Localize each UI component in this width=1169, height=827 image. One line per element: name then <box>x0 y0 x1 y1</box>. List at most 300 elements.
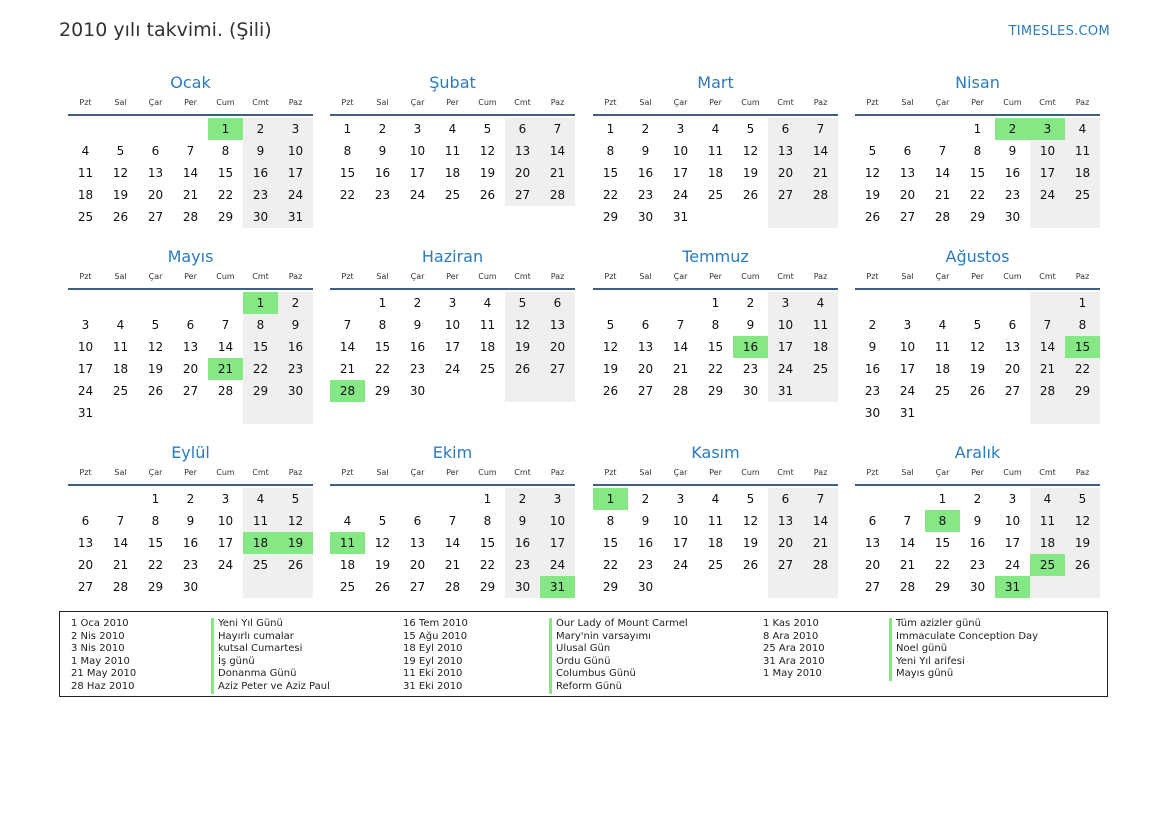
legend-holiday-name: Donanma Günü <box>218 668 297 680</box>
weekday-label: Cum <box>741 468 760 477</box>
empty-day-cell <box>1065 206 1100 228</box>
day-cell: 2 <box>186 492 195 506</box>
day-cell: 13 <box>768 140 803 162</box>
weekday-label: Cmt <box>252 272 269 281</box>
day-cell: 17 <box>672 166 689 180</box>
empty-day-cell <box>208 576 243 598</box>
day-cell: 12 <box>742 514 759 528</box>
weekday-label: Paz <box>550 98 565 107</box>
day-cell: 28 <box>899 580 916 594</box>
weekday-label: Pzt <box>866 272 879 281</box>
weekday-label: Çar <box>935 98 950 107</box>
day-cell: 1 <box>483 492 492 506</box>
weekday-label: Çar <box>673 468 688 477</box>
day-cell: 23 <box>637 188 654 202</box>
day-cell: 20 <box>147 188 164 202</box>
day-cell: 30 <box>742 384 759 398</box>
day-cell: 14 <box>182 166 199 180</box>
empty-day-cell <box>435 380 470 402</box>
month-block <box>593 442 838 598</box>
day-cell: 24 <box>444 362 461 376</box>
day-cell: 30 <box>278 380 313 402</box>
holiday-day-cell: 28 <box>330 380 365 402</box>
day-cell: 7 <box>1030 314 1065 336</box>
day-cell: 2 <box>641 492 650 506</box>
empty-day-cell <box>330 292 365 314</box>
legend-date: 11 Eki 2010 <box>403 668 463 680</box>
empty-day-cell <box>733 576 768 598</box>
day-cell: 24 <box>899 384 916 398</box>
empty-day-cell <box>995 292 1030 314</box>
month-block <box>68 442 313 598</box>
day-cell: 20 <box>768 532 803 554</box>
legend-dates-col-1 <box>71 618 136 694</box>
day-cell: 3 <box>676 122 685 136</box>
weekday-label: Per <box>971 468 984 477</box>
empty-day-cell <box>68 118 103 140</box>
empty-day-cell <box>68 292 103 314</box>
day-cell: 16 <box>409 340 426 354</box>
day-cell: 25 <box>339 580 356 594</box>
weekday-label: Cmt <box>514 272 531 281</box>
day-cell: 21 <box>672 362 689 376</box>
weekday-label: Cmt <box>777 272 794 281</box>
empty-day-cell <box>960 402 995 424</box>
day-cell: 13 <box>864 536 881 550</box>
empty-day-cell <box>278 576 313 598</box>
day-cell: 6 <box>413 514 422 528</box>
legend-date: 1 May 2010 <box>71 655 130 667</box>
empty-day-cell <box>138 402 173 424</box>
day-cell: 24 <box>217 558 234 572</box>
month-block <box>330 246 575 402</box>
weekday-label: Sal <box>114 272 127 281</box>
weekday-label: Cum <box>1003 468 1022 477</box>
day-cell: 19 <box>602 362 619 376</box>
day-cell: 7 <box>540 118 575 140</box>
day-grid <box>593 118 838 228</box>
weekday-label: Cmt <box>514 468 531 477</box>
day-cell: 10 <box>899 340 916 354</box>
month-block <box>330 442 575 598</box>
day-cell: 2 <box>278 292 313 314</box>
holiday-day-cell: 18 <box>243 532 278 554</box>
day-cell: 21 <box>339 362 356 376</box>
day-cell: 6 <box>151 144 160 158</box>
day-cell: 4 <box>483 296 492 310</box>
day-cell: 10 <box>768 314 803 336</box>
day-cell: 27 <box>899 210 916 224</box>
day-cell: 20 <box>637 362 654 376</box>
day-cell: 27 <box>77 580 94 594</box>
day-cell: 5 <box>973 318 982 332</box>
weekday-label: Pzt <box>341 468 354 477</box>
day-cell: 14 <box>934 166 951 180</box>
day-cell: 14 <box>803 140 838 162</box>
day-cell: 18 <box>339 558 356 572</box>
day-cell: 1 <box>938 492 947 506</box>
month-name: Şubat <box>429 73 476 92</box>
weekday-label: Çar <box>148 98 163 107</box>
empty-day-cell <box>173 292 208 314</box>
empty-day-cell <box>435 488 470 510</box>
legend-holiday-name: Immaculate Conception Day <box>896 630 1039 642</box>
day-cell: 13 <box>768 510 803 532</box>
weekday-label: Per <box>184 98 197 107</box>
day-cell: 21 <box>803 532 838 554</box>
day-cell: 5 <box>746 492 755 506</box>
day-cell: 21 <box>182 188 199 202</box>
weekday-label: Pzt <box>79 468 92 477</box>
month-name: Eylül <box>171 443 210 462</box>
day-cell: 9 <box>868 340 877 354</box>
day-cell: 25 <box>444 188 461 202</box>
empty-day-cell <box>890 488 925 510</box>
legend-date: 8 Ara 2010 <box>763 630 819 642</box>
day-cell: 13 <box>182 340 199 354</box>
site-brand-link[interactable]: TIMESLES.COM <box>1008 24 1110 39</box>
day-cell: 19 <box>505 336 540 358</box>
day-cell: 27 <box>505 184 540 206</box>
legend-date: 18 Eyl 2010 <box>403 643 463 655</box>
weekday-label: Per <box>709 468 722 477</box>
day-cell: 7 <box>221 318 230 332</box>
day-cell: 26 <box>112 210 129 224</box>
day-grid <box>330 118 575 206</box>
day-cell: 10 <box>1030 140 1065 162</box>
empty-day-cell <box>698 206 733 228</box>
weekday-label: Pzt <box>604 272 617 281</box>
day-cell: 30 <box>637 210 654 224</box>
day-cell: 11 <box>243 510 278 532</box>
month-name: Aralık <box>954 443 1001 462</box>
holiday-day-cell: 25 <box>1030 554 1065 576</box>
weekday-header <box>855 464 1100 486</box>
legend-holiday-name: Yeni Yıl Günü <box>218 618 283 629</box>
empty-day-cell <box>470 380 505 402</box>
empty-day-cell <box>925 118 960 140</box>
day-cell: 18 <box>1030 532 1065 554</box>
day-cell: 13 <box>77 536 94 550</box>
day-cell: 22 <box>969 188 986 202</box>
legend-dates-col-3 <box>763 618 825 681</box>
legend-date: 31 Ara 2010 <box>763 655 825 667</box>
day-cell: 30 <box>243 206 278 228</box>
holiday-day-cell: 21 <box>208 358 243 380</box>
weekday-label: Per <box>446 468 459 477</box>
day-cell: 30 <box>409 384 426 398</box>
empty-day-cell <box>540 380 575 402</box>
day-cell: 2 <box>243 118 278 140</box>
day-cell: 28 <box>444 580 461 594</box>
day-cell: 21 <box>934 188 951 202</box>
day-cell: 14 <box>1030 336 1065 358</box>
day-cell: 28 <box>112 580 129 594</box>
holiday-day-cell: 11 <box>330 532 365 554</box>
day-cell: 25 <box>1065 184 1100 206</box>
legend-date: 15 Ağu 2010 <box>403 630 468 642</box>
empty-day-cell <box>330 488 365 510</box>
legend-date: 21 May 2010 <box>71 668 137 680</box>
day-cell: 11 <box>77 166 94 180</box>
weekday-label: Cum <box>741 272 760 281</box>
day-cell: 5 <box>151 318 160 332</box>
day-cell: 13 <box>899 166 916 180</box>
day-cell: 21 <box>899 558 916 572</box>
weekday-label: Cum <box>216 98 235 107</box>
day-cell: 8 <box>606 514 615 528</box>
weekday-label: Cmt <box>252 468 269 477</box>
day-grid <box>68 292 313 424</box>
day-cell: 16 <box>505 532 540 554</box>
day-cell: 24 <box>1030 184 1065 206</box>
day-cell: 20 <box>899 188 916 202</box>
day-cell: 6 <box>903 144 912 158</box>
day-cell: 22 <box>602 558 619 572</box>
day-cell: 20 <box>540 336 575 358</box>
weekday-header <box>593 94 838 116</box>
holiday-legend <box>59 611 1108 697</box>
day-cell: 10 <box>77 340 94 354</box>
day-cell: 3 <box>768 292 803 314</box>
day-cell: 15 <box>479 536 496 550</box>
weekday-label: Paz <box>813 272 828 281</box>
day-cell: 11 <box>479 318 496 332</box>
day-cell: 29 <box>217 210 234 224</box>
empty-day-cell <box>278 402 313 424</box>
day-cell: 16 <box>182 536 199 550</box>
day-cell: 11 <box>934 340 951 354</box>
day-cell: 1 <box>606 122 615 136</box>
weekday-header <box>593 464 838 486</box>
day-cell: 12 <box>112 166 129 180</box>
day-cell: 28 <box>672 384 689 398</box>
legend-holiday-name: Columbus Günü <box>556 668 636 680</box>
legend-date: 3 Nis 2010 <box>71 643 125 655</box>
legend-date: 1 Oca 2010 <box>71 618 129 629</box>
day-cell: 30 <box>505 576 540 598</box>
weekday-label: Sal <box>376 98 389 107</box>
day-cell: 27 <box>147 210 164 224</box>
day-cell: 9 <box>746 318 755 332</box>
legend-holiday-name: Ulusal Gün <box>556 643 611 655</box>
day-cell: 4 <box>343 514 352 528</box>
day-cell: 26 <box>742 558 759 572</box>
weekday-label: Pzt <box>866 98 879 107</box>
day-cell: 6 <box>768 118 803 140</box>
month-name: Ağustos <box>945 247 1010 266</box>
day-cell: 26 <box>374 580 391 594</box>
day-cell: 11 <box>803 314 838 336</box>
day-cell: 14 <box>444 536 461 550</box>
weekday-header <box>330 268 575 290</box>
page-title: 2010 yılı takvimi. (Şili) <box>59 19 272 41</box>
day-cell: 23 <box>505 554 540 576</box>
day-cell: 8 <box>151 514 160 528</box>
legend-date: 19 Eyl 2010 <box>403 655 463 667</box>
weekday-label: Cum <box>478 272 497 281</box>
day-cell: 22 <box>479 558 496 572</box>
weekday-label: Cum <box>1003 98 1022 107</box>
day-cell: 19 <box>147 362 164 376</box>
day-cell: 9 <box>1008 144 1017 158</box>
weekday-label: Sal <box>639 98 652 107</box>
legend-holiday-name: Tüm azizler günü <box>896 618 981 629</box>
empty-day-cell <box>173 402 208 424</box>
day-cell: 12 <box>505 314 540 336</box>
day-cell: 4 <box>243 488 278 510</box>
day-cell: 17 <box>899 362 916 376</box>
day-cell: 26 <box>505 358 540 380</box>
day-cell: 10 <box>672 514 689 528</box>
weekday-label: Pzt <box>604 468 617 477</box>
weekday-label: Cmt <box>514 98 531 107</box>
weekday-label: Sal <box>901 272 914 281</box>
day-cell: 3 <box>540 488 575 510</box>
day-cell: 9 <box>378 144 387 158</box>
day-cell: 22 <box>374 362 391 376</box>
weekday-label: Per <box>971 272 984 281</box>
day-cell: 29 <box>934 580 951 594</box>
legend-holiday-name: Aziz Peter ve Aziz Paul <box>218 680 330 692</box>
day-cell: 13 <box>505 140 540 162</box>
day-cell: 18 <box>444 166 461 180</box>
day-cell: 19 <box>1065 532 1100 554</box>
day-cell: 15 <box>217 166 234 180</box>
day-cell: 2 <box>973 492 982 506</box>
month-block <box>593 72 838 228</box>
empty-day-cell <box>243 402 278 424</box>
day-cell: 6 <box>641 318 650 332</box>
day-cell: 27 <box>768 184 803 206</box>
day-cell: 29 <box>602 580 619 594</box>
holiday-day-cell: 8 <box>925 510 960 532</box>
day-cell: 7 <box>903 514 912 528</box>
month-name: Mayıs <box>167 247 214 266</box>
weekday-label: Sal <box>639 468 652 477</box>
month-name: Mart <box>697 73 734 92</box>
day-cell: 12 <box>278 510 313 532</box>
empty-day-cell <box>855 118 890 140</box>
day-grid <box>855 488 1100 598</box>
day-cell: 18 <box>77 188 94 202</box>
weekday-label: Sal <box>114 98 127 107</box>
day-cell: 16 <box>969 536 986 550</box>
day-cell: 27 <box>409 580 426 594</box>
day-cell: 20 <box>505 162 540 184</box>
empty-day-cell <box>855 488 890 510</box>
weekday-label: Pzt <box>341 272 354 281</box>
legend-date: 25 Ara 2010 <box>763 643 825 655</box>
day-cell: 18 <box>479 340 496 354</box>
day-cell: 2 <box>868 318 877 332</box>
weekday-label: Çar <box>410 272 425 281</box>
month-block <box>330 72 575 206</box>
weekday-label: Cmt <box>1039 272 1056 281</box>
empty-day-cell <box>1030 292 1065 314</box>
month-block <box>855 72 1100 228</box>
day-cell: 22 <box>217 188 234 202</box>
legend-holiday-name: İş günü <box>218 655 255 667</box>
day-cell: 30 <box>1004 210 1021 224</box>
day-cell: 22 <box>243 358 278 380</box>
weekday-header <box>330 464 575 486</box>
day-grid <box>330 488 575 598</box>
empty-day-cell <box>1030 206 1065 228</box>
day-cell: 13 <box>540 314 575 336</box>
weekday-label: Pzt <box>604 98 617 107</box>
day-cell: 11 <box>707 144 724 158</box>
day-cell: 22 <box>339 188 356 202</box>
day-cell: 23 <box>278 358 313 380</box>
day-cell: 1 <box>973 122 982 136</box>
day-cell: 24 <box>1004 558 1021 572</box>
day-cell: 15 <box>374 340 391 354</box>
day-cell: 8 <box>343 144 352 158</box>
empty-day-cell <box>400 488 435 510</box>
day-cell: 17 <box>409 166 426 180</box>
day-cell: 12 <box>147 340 164 354</box>
day-cell: 18 <box>112 362 129 376</box>
day-cell: 4 <box>711 122 720 136</box>
holiday-day-cell: 2 <box>995 118 1030 140</box>
day-cell: 3 <box>676 492 685 506</box>
day-cell: 7 <box>448 514 457 528</box>
day-cell: 2 <box>746 296 755 310</box>
day-cell: 21 <box>1030 358 1065 380</box>
weekday-label: Paz <box>288 468 303 477</box>
weekday-label: Sal <box>639 272 652 281</box>
day-cell: 7 <box>186 144 195 158</box>
day-cell: 8 <box>243 314 278 336</box>
day-cell: 5 <box>378 514 387 528</box>
month-block <box>855 246 1100 424</box>
weekday-label: Per <box>971 98 984 107</box>
month-name: Ocak <box>170 73 211 92</box>
day-cell: 8 <box>711 318 720 332</box>
day-cell: 14 <box>217 340 234 354</box>
day-cell: 25 <box>77 210 94 224</box>
weekday-label: Çar <box>410 98 425 107</box>
day-cell: 26 <box>864 210 881 224</box>
day-cell: 27 <box>864 580 881 594</box>
day-cell: 8 <box>606 144 615 158</box>
empty-day-cell <box>768 206 803 228</box>
month-block <box>68 246 313 424</box>
weekday-label: Sal <box>901 98 914 107</box>
day-cell: 12 <box>864 166 881 180</box>
day-cell: 10 <box>672 144 689 158</box>
day-cell: 4 <box>448 122 457 136</box>
weekday-label: Cum <box>478 98 497 107</box>
legend-names-col-2 <box>549 618 688 694</box>
day-cell: 17 <box>444 340 461 354</box>
weekday-header <box>68 268 313 290</box>
day-cell: 29 <box>479 580 496 594</box>
empty-day-cell <box>698 576 733 598</box>
empty-day-cell <box>803 380 838 402</box>
day-cell: 27 <box>768 554 803 576</box>
weekday-header <box>855 268 1100 290</box>
day-cell: 16 <box>1004 166 1021 180</box>
empty-day-cell <box>628 292 663 314</box>
empty-day-cell <box>103 118 138 140</box>
day-cell: 13 <box>147 166 164 180</box>
day-cell: 28 <box>803 184 838 206</box>
day-cell: 19 <box>479 166 496 180</box>
day-cell: 22 <box>602 188 619 202</box>
day-cell: 15 <box>602 166 619 180</box>
